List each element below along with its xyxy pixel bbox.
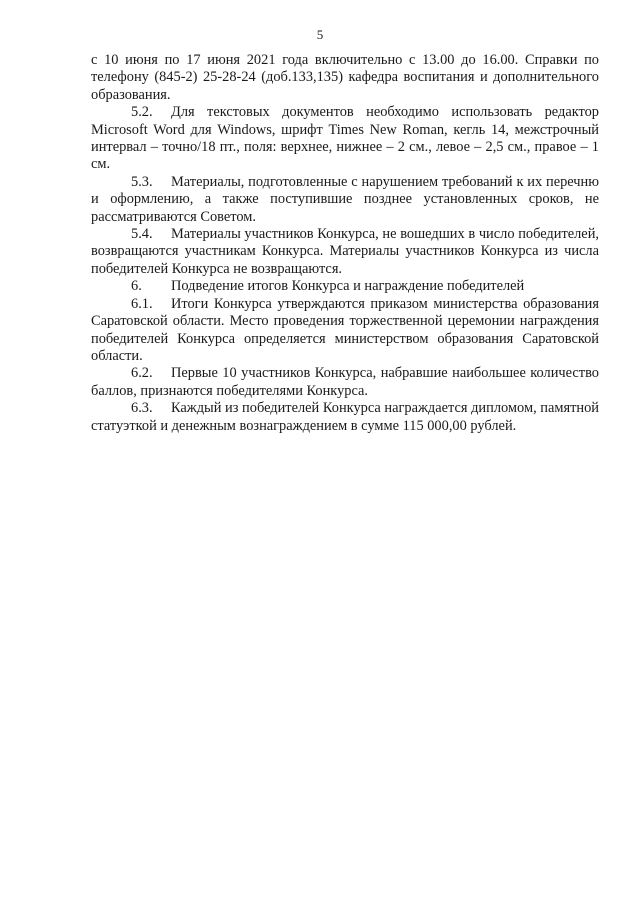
paragraph-text: Материалы участников Конкурса, не вошедших в число победителей, возвращаются участникам Конкурса. Материалы участников Конкурса из числа победителей Конкурса не возвращаются.: [91, 226, 599, 277]
paragraph-number: 5.4.: [131, 226, 153, 243]
paragraph-number: 6.2.: [131, 365, 153, 382]
paragraph-text: Материалы, подготовленные с нарушением требований к их перечню и оформлению, а также поступившие позднее установленных сроков, не рассматриваются Советом.: [91, 173, 599, 225]
paragraph-text: Итоги Конкурса утверждаются приказом министерства образования Саратовской области. Место проведения торжественной церемонии награждения победителей Конкурса определяется министерством образования Саратовской области.: [91, 295, 599, 364]
paragraph-6-2: [91, 365, 599, 400]
paragraph-number: 6.3.: [131, 400, 153, 417]
paragraph-number: 6.: [131, 278, 142, 295]
document-body: [91, 52, 599, 435]
paragraph-number: 5.2.: [131, 104, 153, 121]
paragraph-text: Каждый из победителей Конкурса награждается дипломом, памятной статуэткой и денежным вознаграждением в сумме 115 000,00 рублей.: [91, 400, 599, 434]
section-heading-6: [91, 278, 599, 295]
paragraph-5-4: [91, 226, 599, 278]
paragraph-number: 5.3.: [131, 173, 153, 190]
section-heading-text: Подведение итогов Конкурса и награждение победителей: [171, 278, 525, 295]
page-number: 5: [316, 27, 324, 42]
paragraph-5-3: [91, 174, 599, 226]
paragraph-number: 6.1.: [131, 295, 153, 312]
paragraph-text: Первые 10 участников Конкурса, набравшие наибольшее количество баллов, признаются победителями Конкурса.: [91, 365, 599, 399]
paragraph-6-3: [91, 400, 599, 435]
paragraph-5-2: [91, 104, 599, 174]
paragraph-text: с 10 июня по 17 июня 2021 года включительно с 13.00 до 16.00. Справки по телефону (845-2) 25-28-24 (доб.133,135) кафедра воспитания и дополнительного образования.: [91, 52, 599, 103]
paragraph-6-1: [91, 296, 599, 366]
paragraph-text: Для текстовых документов необходимо использовать редактор Microsoft Word для Windows, шрифт Times New Roman, кегль 14, межстрочный интервал – точно/18 пт., поля: верхнее, нижнее – 2 см., левое – 2,5 см., правое – 1 см.: [91, 104, 599, 173]
paragraph-continuation: [91, 52, 599, 104]
